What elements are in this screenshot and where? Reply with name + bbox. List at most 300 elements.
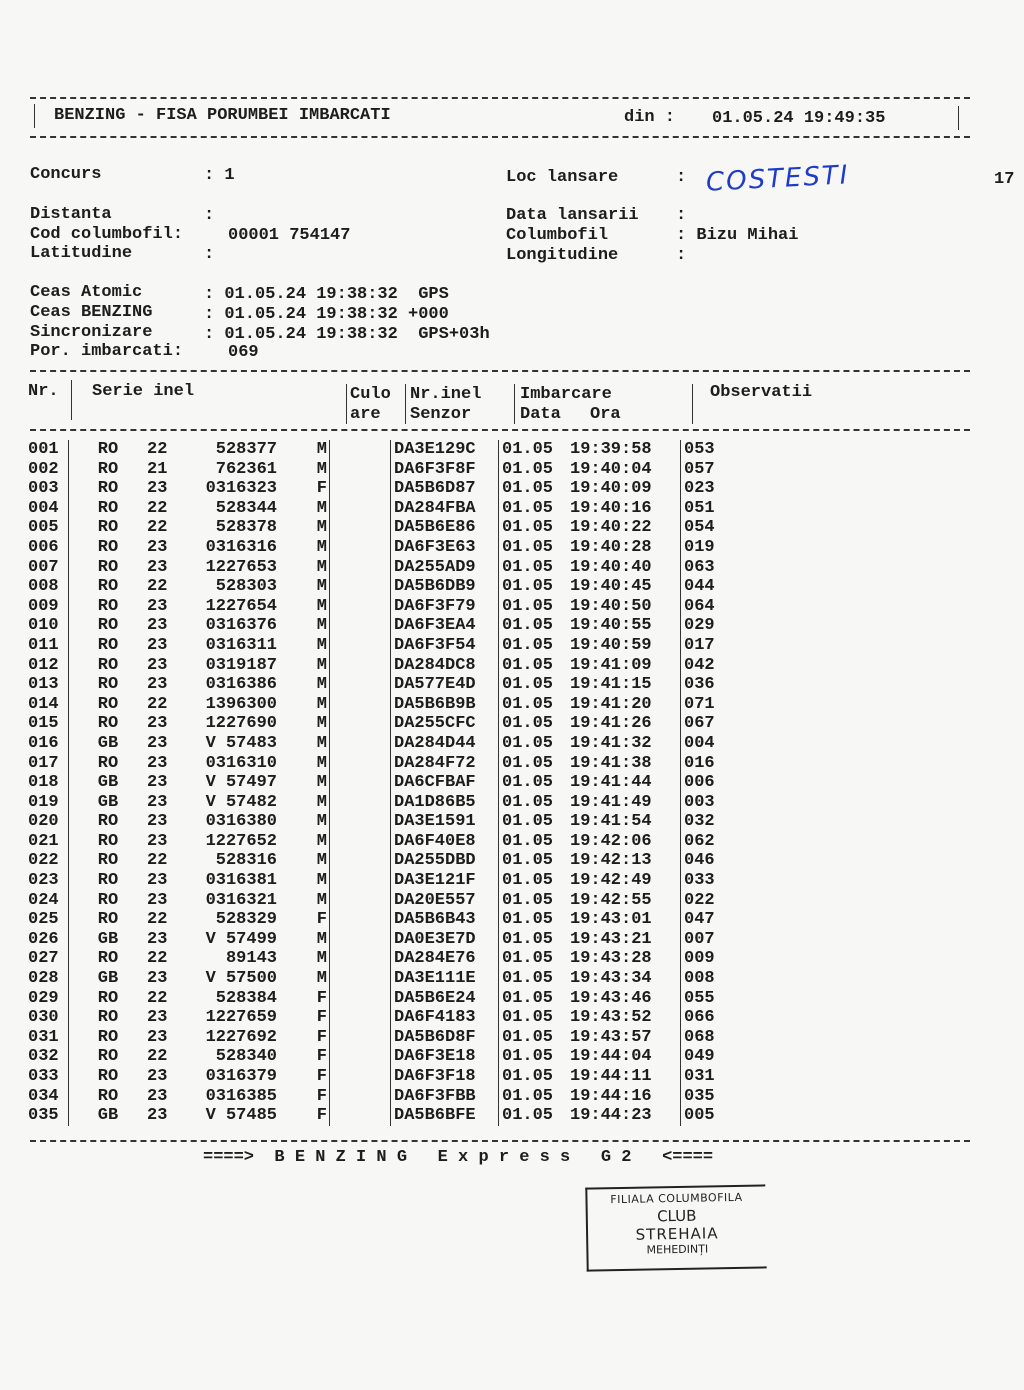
- table-row: [28, 577, 744, 597]
- ring-number: V 57483: [205, 733, 277, 753]
- sex-code: M: [281, 871, 330, 891]
- sex-code: F: [281, 910, 330, 930]
- color-cell: [330, 616, 391, 636]
- sensor-id: DA5B6BFE: [391, 1106, 499, 1126]
- boarding-time: 19:41:15: [570, 675, 681, 695]
- ring-year: 23: [147, 635, 168, 655]
- color-cell: [330, 949, 391, 969]
- ring-country: GB: [97, 733, 119, 753]
- color-cell: [330, 910, 391, 930]
- table-row: [28, 538, 744, 558]
- loc-lansare-label: Loc lansare: [506, 168, 619, 187]
- boarding-time: 19:42:06: [570, 832, 681, 852]
- ring-number: 0316381: [205, 871, 277, 891]
- row-number: 015: [28, 714, 69, 734]
- ring-country: RO: [97, 1008, 119, 1028]
- table-row: [28, 616, 744, 636]
- sensor-id: DA5B6E86: [391, 518, 499, 538]
- table-row: [28, 518, 744, 538]
- sensor-id: DA3E111E: [391, 969, 499, 989]
- col-senzor: Senzor: [410, 405, 472, 424]
- sensor-id: DA255AD9: [391, 558, 499, 578]
- distanta-label: Distanta: [30, 205, 112, 224]
- boarding-date: 01.05: [502, 910, 554, 930]
- sensor-id: DA6F3F54: [391, 636, 499, 656]
- table-row: [28, 773, 744, 793]
- table-row: [28, 910, 744, 930]
- col-culoare-2: are: [350, 405, 381, 424]
- ring-year: 23: [147, 773, 168, 793]
- color-cell: [330, 969, 391, 989]
- boarding-date: 01.05: [502, 537, 554, 557]
- ring-year: 23: [147, 714, 168, 734]
- boarding-time: 19:40:09: [570, 479, 681, 499]
- ring-country: RO: [97, 616, 119, 636]
- ring-year: 22: [147, 949, 168, 969]
- footer-rule: [30, 1140, 970, 1142]
- ring-country: RO: [97, 1086, 119, 1106]
- observation: 044: [684, 577, 715, 597]
- sex-code: F: [281, 1008, 330, 1028]
- ring-number: 89143: [225, 949, 277, 969]
- ring-year: 22: [147, 577, 168, 597]
- ring-number: 0316321: [205, 890, 277, 910]
- boarding-date: 01.05: [502, 440, 554, 459]
- sex-code: M: [281, 499, 330, 519]
- table-row: [28, 558, 744, 578]
- boarding-time: 19:43:01: [570, 910, 681, 930]
- boarding-time: 19:44:16: [570, 1087, 681, 1107]
- pigeons-table: [28, 440, 744, 1126]
- row-number: 025: [28, 910, 69, 930]
- color-cell: [330, 518, 391, 538]
- boarding-time: 19:40:04: [570, 460, 681, 480]
- sensor-id: DA6F4183: [391, 1008, 499, 1028]
- boarding-time: 19:42:55: [570, 891, 681, 911]
- sex-code: F: [281, 989, 330, 1009]
- observation: 049: [684, 1047, 715, 1067]
- ring-number: 0316310: [205, 753, 277, 773]
- ring-country: RO: [97, 851, 119, 871]
- sex-code: M: [281, 636, 330, 656]
- sex-code: M: [281, 969, 330, 989]
- table-row: [28, 734, 744, 754]
- color-cell: [330, 656, 391, 676]
- ceas-benzing-label: Ceas BENZING: [30, 303, 153, 322]
- boarding-date: 01.05: [502, 675, 554, 695]
- row-number: 028: [28, 969, 69, 989]
- table-row: [28, 656, 744, 676]
- ring-year: 22: [147, 910, 168, 930]
- ring-number: 1227652: [205, 831, 277, 851]
- sex-code: M: [281, 891, 330, 911]
- table-row: [28, 460, 744, 480]
- boarding-date: 01.05: [502, 635, 554, 655]
- observation: 046: [684, 851, 715, 871]
- sensor-id: DA1D86B5: [391, 793, 499, 813]
- boarding-time: 19:41:09: [570, 656, 681, 676]
- row-number: 010: [28, 616, 69, 636]
- sensor-id: DA284DC8: [391, 656, 499, 676]
- ring-number: 528384: [215, 988, 277, 1008]
- ring-number: 528303: [215, 577, 277, 597]
- ring-country: RO: [97, 498, 119, 518]
- sensor-id: DA6F40E8: [391, 832, 499, 852]
- observation: 006: [684, 773, 715, 793]
- longitudine-value: :: [676, 246, 687, 265]
- sensor-id: DA284D44: [391, 734, 499, 754]
- table-row: [28, 949, 744, 969]
- table-row: [28, 851, 744, 871]
- sincronizare-value: : 01.05.24 19:38:32 GPS+03h: [204, 325, 490, 344]
- sensor-id: DA255DBD: [391, 851, 499, 871]
- ring-country: RO: [97, 596, 119, 616]
- sensor-id: DA5B6D87: [391, 479, 499, 499]
- ring-year: 22: [147, 440, 168, 459]
- col-nr: Nr.: [28, 382, 59, 401]
- por-imbarcati-label: Por. imbarcati:: [30, 342, 184, 361]
- ring-year: 23: [147, 1086, 168, 1106]
- row-number: 019: [28, 793, 69, 813]
- boarding-time: 19:41:44: [570, 773, 681, 793]
- boarding-time: 19:42:49: [570, 871, 681, 891]
- col-nr-divider: [71, 380, 72, 420]
- sensor-id: DA6F3F79: [391, 597, 499, 617]
- ring-country: RO: [97, 655, 119, 675]
- col-senzor-divider: [514, 384, 515, 424]
- observation: 033: [684, 871, 715, 891]
- ring-year: 23: [147, 812, 168, 832]
- observation: 016: [684, 753, 715, 773]
- row-number: 009: [28, 597, 69, 617]
- ring-country: RO: [97, 831, 119, 851]
- table-row: [28, 440, 744, 460]
- boarding-time: 19:40:40: [570, 558, 681, 578]
- row-number: 003: [28, 479, 69, 499]
- sensor-id: DA6F3F8F: [391, 460, 499, 480]
- ring-country: RO: [97, 518, 119, 538]
- sex-code: M: [281, 754, 330, 774]
- boarding-time: 19:43:21: [570, 930, 681, 950]
- boarding-date: 01.05: [502, 812, 554, 832]
- ring-number: 0316386: [205, 675, 277, 695]
- stamp-line-1: FILIALA COLUMBOFILA: [610, 1190, 743, 1207]
- ring-year: 23: [147, 479, 168, 499]
- boarding-date: 01.05: [502, 1027, 554, 1047]
- sex-code: M: [281, 460, 330, 480]
- row-number: 032: [28, 1047, 69, 1067]
- loc-lansare-sep: :: [676, 168, 687, 187]
- boarding-time: 19:44:04: [570, 1047, 681, 1067]
- table-row: [28, 675, 744, 695]
- sex-code: M: [281, 793, 330, 813]
- ceas-benzing-value: : 01.05.24 19:38:32 +000: [204, 305, 449, 324]
- table-row: [28, 1047, 744, 1067]
- ring-number: 1227690: [205, 714, 277, 734]
- table-row: [28, 891, 744, 911]
- observation: 047: [684, 910, 715, 930]
- ring-number: 0316376: [205, 616, 277, 636]
- color-cell: [330, 1106, 391, 1126]
- ring-year: 23: [147, 616, 168, 636]
- ring-year: 23: [147, 890, 168, 910]
- table-row: [28, 1067, 744, 1087]
- ring-year: 22: [147, 851, 168, 871]
- table-row: [28, 479, 744, 499]
- color-cell: [330, 1028, 391, 1048]
- boarding-time: 19:39:58: [570, 440, 681, 460]
- observation: 032: [684, 812, 715, 832]
- columns-bottom-rule: [30, 429, 970, 431]
- boarding-time: 19:41:38: [570, 754, 681, 774]
- sex-code: M: [281, 675, 330, 695]
- boarding-time: 19:43:34: [570, 969, 681, 989]
- sensor-id: DA284E76: [391, 949, 499, 969]
- row-number: 034: [28, 1087, 69, 1107]
- boarding-time: 19:41:20: [570, 695, 681, 715]
- ring-year: 23: [147, 871, 168, 891]
- row-number: 001: [28, 440, 69, 460]
- color-cell: [330, 1067, 391, 1087]
- cod-columbofil-label: Cod columbofil:: [30, 225, 184, 244]
- ring-country: RO: [97, 635, 119, 655]
- row-number: 014: [28, 695, 69, 715]
- color-cell: [330, 832, 391, 852]
- latitudine-value: :: [204, 245, 215, 264]
- sensor-id: DA3E1591: [391, 812, 499, 832]
- ring-country: RO: [97, 694, 119, 714]
- table-row: [28, 1008, 744, 1028]
- ceas-atomic-value: : 01.05.24 19:38:32 GPS: [204, 285, 449, 304]
- ring-country: GB: [97, 792, 119, 812]
- ring-number: 528340: [215, 1047, 277, 1067]
- ring-country: RO: [97, 440, 119, 459]
- col-culo-divider: [405, 384, 406, 424]
- ring-number: 1227692: [205, 1027, 277, 1047]
- ring-number: 0316385: [205, 1086, 277, 1106]
- row-number: 006: [28, 538, 69, 558]
- observation: 031: [684, 1067, 715, 1086]
- observation: 042: [684, 655, 715, 675]
- boarding-date: 01.05: [502, 596, 554, 616]
- boarding-date: 01.05: [502, 871, 554, 891]
- boarding-date: 01.05: [502, 851, 554, 871]
- color-cell: [330, 460, 391, 480]
- boarding-date: 01.05: [502, 1106, 554, 1126]
- boarding-date: 01.05: [502, 792, 554, 812]
- sensor-id: DA6F3FBB: [391, 1087, 499, 1107]
- sex-code: F: [281, 1087, 330, 1107]
- ring-number: 1227653: [205, 557, 277, 577]
- observation: 022: [684, 890, 715, 910]
- observation: 071: [684, 694, 715, 714]
- pigeons-table-body: [28, 440, 744, 1126]
- row-number: 026: [28, 930, 69, 950]
- boarding-date: 01.05: [502, 1047, 554, 1067]
- observation: 008: [684, 969, 715, 989]
- ring-country: RO: [97, 1027, 119, 1047]
- boarding-date: 01.05: [502, 459, 554, 479]
- sensor-id: DA284FBA: [391, 499, 499, 519]
- sensor-id: DA5B6DB9: [391, 577, 499, 597]
- observation: 063: [684, 557, 715, 577]
- boarding-date: 01.05: [502, 988, 554, 1008]
- header-right-bar: [958, 106, 959, 130]
- table-row: [28, 989, 744, 1009]
- boarding-time: 19:41:32: [570, 734, 681, 754]
- boarding-date: 01.05: [502, 949, 554, 969]
- ring-country: RO: [97, 1067, 119, 1086]
- document-title: BENZING - FISA PORUMBEI IMBARCATI: [54, 106, 391, 125]
- boarding-date: 01.05: [502, 773, 554, 793]
- color-cell: [330, 754, 391, 774]
- boarding-date: 01.05: [502, 1067, 554, 1086]
- table-row: [28, 930, 744, 950]
- color-cell: [330, 714, 391, 734]
- boarding-date: 01.05: [502, 714, 554, 734]
- ring-country: RO: [97, 812, 119, 832]
- stamp-line-4: MEHEDINȚI: [646, 1242, 709, 1257]
- ring-number: 1227659: [205, 1008, 277, 1028]
- columbofil-label: Columbofil: [506, 226, 609, 245]
- color-cell: [330, 734, 391, 754]
- stamp-line-3: STREHAIA: [635, 1224, 719, 1244]
- observation: 029: [684, 616, 715, 636]
- sensor-id: DA255CFC: [391, 714, 499, 734]
- observation: 067: [684, 714, 715, 734]
- boarding-date: 01.05: [502, 733, 554, 753]
- sex-code: M: [281, 577, 330, 597]
- row-number: 016: [28, 734, 69, 754]
- sex-code: M: [281, 656, 330, 676]
- sex-code: M: [281, 773, 330, 793]
- row-number: 033: [28, 1067, 69, 1087]
- observation: 023: [684, 479, 715, 499]
- ring-year: 22: [147, 694, 168, 714]
- sex-code: F: [281, 1067, 330, 1087]
- ring-country: RO: [97, 890, 119, 910]
- color-cell: [330, 479, 391, 499]
- boarding-date: 01.05: [502, 1086, 554, 1106]
- ring-country: GB: [97, 1106, 119, 1126]
- col-observatii: Observatii: [710, 383, 813, 402]
- table-row: [28, 1028, 744, 1048]
- sex-code: F: [281, 1047, 330, 1067]
- boarding-time: 19:42:13: [570, 851, 681, 871]
- concurs-value: : 1: [204, 166, 235, 185]
- color-cell: [330, 773, 391, 793]
- observation: 035: [684, 1086, 715, 1106]
- row-number: 012: [28, 656, 69, 676]
- sex-code: M: [281, 949, 330, 969]
- boarding-date: 01.05: [502, 557, 554, 577]
- ring-year: 23: [147, 537, 168, 557]
- observation: 066: [684, 1008, 715, 1028]
- color-cell: [330, 636, 391, 656]
- row-number: 005: [28, 518, 69, 538]
- table-row: [28, 1087, 744, 1107]
- col-imbarcare: Imbarcare: [520, 385, 612, 404]
- sensor-id: DA20E557: [391, 891, 499, 911]
- boarding-time: 19:40:59: [570, 636, 681, 656]
- boarding-time: 19:43:57: [570, 1028, 681, 1048]
- color-cell: [330, 793, 391, 813]
- ring-number: V 57497: [205, 773, 277, 793]
- ring-number: 0316379: [205, 1067, 277, 1086]
- sex-code: M: [281, 440, 330, 460]
- ring-country: RO: [97, 577, 119, 597]
- observation: 005: [684, 1106, 715, 1126]
- sex-code: M: [281, 538, 330, 558]
- boarding-time: 19:41:26: [570, 714, 681, 734]
- boarding-date: 01.05: [502, 577, 554, 597]
- boarding-date: 01.05: [502, 969, 554, 989]
- ring-number: 1396300: [205, 694, 277, 714]
- ring-number: V 57500: [205, 969, 277, 989]
- data-lansarii-label: Data lansarii: [506, 206, 639, 225]
- observation: 064: [684, 596, 715, 616]
- sex-code: M: [281, 714, 330, 734]
- table-row: [28, 832, 744, 852]
- ring-country: RO: [97, 479, 119, 499]
- row-number: 017: [28, 754, 69, 774]
- columbofil-value: : Bizu Mihai: [676, 226, 799, 245]
- sex-code: M: [281, 695, 330, 715]
- observation: 054: [684, 518, 715, 538]
- col-serie-inel: Serie inel: [92, 382, 195, 401]
- ring-number: 762361: [215, 459, 277, 479]
- boarding-time: 19:40:50: [570, 597, 681, 617]
- color-cell: [330, 930, 391, 950]
- color-cell: [330, 499, 391, 519]
- ring-year: 22: [147, 1047, 168, 1067]
- table-row: [28, 1106, 744, 1126]
- row-number: 018: [28, 773, 69, 793]
- table-row: [28, 871, 744, 891]
- sex-code: M: [281, 734, 330, 754]
- sensor-id: DA6F3EA4: [391, 616, 499, 636]
- observation: 055: [684, 988, 715, 1008]
- por-imbarcati-value: 069: [228, 343, 259, 362]
- sex-code: F: [281, 1028, 330, 1048]
- ring-country: RO: [97, 557, 119, 577]
- color-cell: [330, 675, 391, 695]
- color-cell: [330, 1008, 391, 1028]
- ring-number: 0316311: [205, 635, 277, 655]
- ceas-atomic-label: Ceas Atomic: [30, 283, 143, 302]
- color-cell: [330, 812, 391, 832]
- color-cell: [330, 558, 391, 578]
- ring-country: RO: [97, 459, 119, 479]
- boarding-date: 01.05: [502, 655, 554, 675]
- ring-country: RO: [97, 949, 119, 969]
- sensor-id: DA5B6B9B: [391, 695, 499, 715]
- boarding-date: 01.05: [502, 753, 554, 773]
- boarding-date: 01.05: [502, 616, 554, 636]
- ring-year: 22: [147, 518, 168, 538]
- sex-code: M: [281, 616, 330, 636]
- sex-code: M: [281, 832, 330, 852]
- color-cell: [330, 1087, 391, 1107]
- longitudine-label: Longitudine: [506, 246, 619, 265]
- color-cell: [330, 597, 391, 617]
- row-number: 020: [28, 812, 69, 832]
- ring-year: 23: [147, 753, 168, 773]
- ring-number: 528316: [215, 851, 277, 871]
- latitudine-label: Latitudine: [30, 244, 133, 263]
- color-cell: [330, 871, 391, 891]
- sex-code: M: [281, 518, 330, 538]
